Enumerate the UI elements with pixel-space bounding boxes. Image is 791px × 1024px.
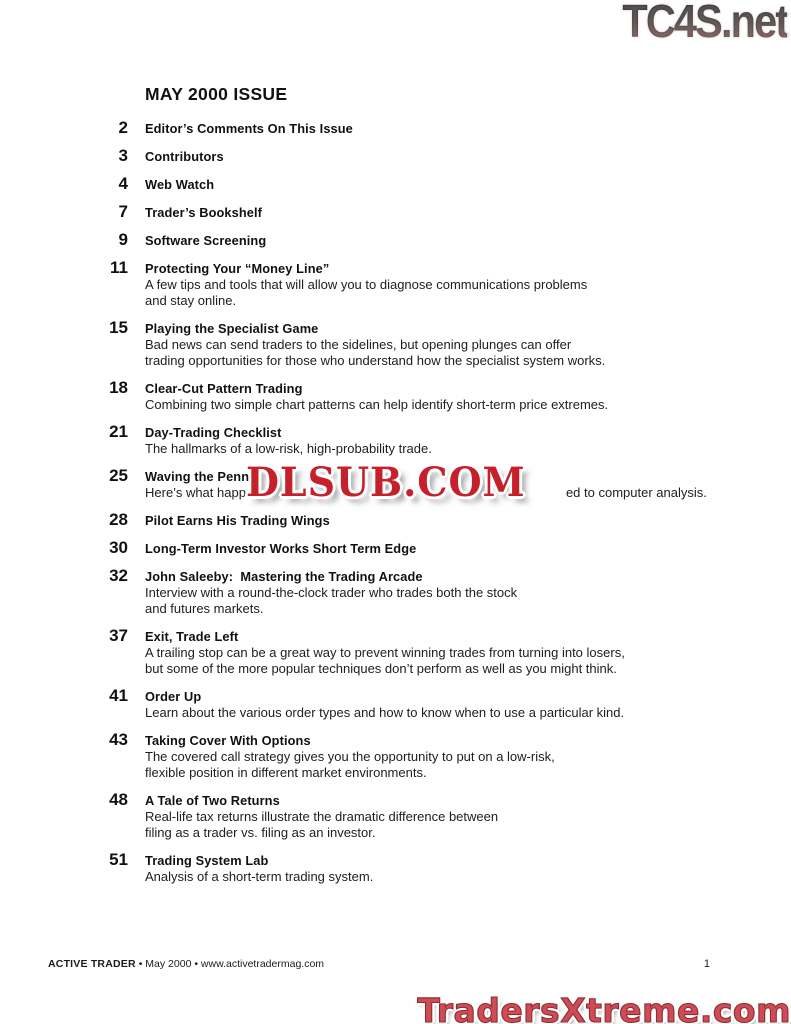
entry-title: Clear-Cut Pattern Trading xyxy=(145,381,303,396)
entry-desc xyxy=(145,585,517,617)
entry-title: Pilot Earns His Trading Wings xyxy=(145,513,330,528)
entry-page-number: 48 xyxy=(109,790,128,809)
entry-desc-line: but some of the more popular techniques don’t perform as well as you might think. xyxy=(145,661,617,676)
dlsub-watermark-logo: DLSUB.COM xyxy=(246,459,526,506)
toc-entry xyxy=(48,258,791,309)
entry-title: Trader’s Bookshelf xyxy=(145,205,263,220)
entry-desc xyxy=(145,749,555,781)
entry-desc-line: and stay online. xyxy=(145,293,237,308)
toc-entry xyxy=(48,174,791,193)
entry-title: Long-Term Investor Works Short Term Edge xyxy=(145,541,417,556)
toc-entry xyxy=(48,850,791,885)
entry-body xyxy=(145,261,587,309)
entry-desc-line: The hallmarks of a low-risk, high-probability trade. xyxy=(145,441,432,456)
desc-fragment-before-watermark: Here’s what happ xyxy=(145,485,246,500)
entry-desc xyxy=(145,869,373,885)
entry-desc-line: flexible position in different market environments. xyxy=(145,765,427,780)
toc-entry xyxy=(48,459,791,506)
toc-list xyxy=(48,118,791,885)
entry-page-number: 15 xyxy=(109,318,128,337)
entry-page-number: 28 xyxy=(109,510,128,529)
entry-desc-line: Real-life tax returns illustrate the dramatic difference between xyxy=(145,809,499,824)
footer xyxy=(48,958,710,970)
toc-entry xyxy=(48,202,791,221)
entry-body xyxy=(145,793,498,841)
entry-desc-line: A trailing stop can be a great way to prevent winning trades from turning into losers, xyxy=(145,645,625,660)
entry-body xyxy=(145,321,605,369)
entry-body xyxy=(145,205,262,221)
entry-body xyxy=(145,121,353,137)
entry-body xyxy=(145,569,517,617)
entry-desc-line: Learn about the various order types and how to know when to use a particular kind. xyxy=(145,705,625,720)
toc-entry xyxy=(48,730,791,781)
entry-desc-line: A few tips and tools that will allow you to diagnose communications problems xyxy=(145,277,588,292)
entry-page-number: 11 xyxy=(110,258,128,277)
entry-page-number: 37 xyxy=(109,626,128,645)
entry-title: Software Screening xyxy=(145,233,267,248)
entry-body xyxy=(145,233,266,249)
toc-entry xyxy=(48,686,791,721)
entry-title: Order Up xyxy=(145,689,202,704)
entry-title: Web Watch xyxy=(145,177,215,192)
entry-page-number: 41 xyxy=(109,686,128,705)
entry-page-number: 7 xyxy=(118,202,128,221)
entry-body xyxy=(145,381,608,413)
toc-entry xyxy=(48,318,791,369)
toc-entry xyxy=(48,378,791,413)
entry-body xyxy=(145,177,214,193)
entry-page-number: 4 xyxy=(118,174,128,193)
entry-body xyxy=(145,149,224,165)
entry-desc xyxy=(145,705,624,721)
entry-body xyxy=(145,853,373,885)
entry-body xyxy=(145,425,432,457)
entry-body xyxy=(145,541,416,557)
toc-entry xyxy=(48,118,791,137)
entry-body xyxy=(145,689,624,721)
entry-desc xyxy=(145,645,625,677)
entry-page-number: 9 xyxy=(118,230,128,249)
tradersxtreme-watermark-logo: TradersXtreme.com xyxy=(417,991,791,1024)
entry-title: Trading System Lab xyxy=(145,853,269,868)
tc4s-watermark-logo: TC4S.net xyxy=(622,0,787,48)
entry-desc xyxy=(145,397,608,413)
entry-desc-line: Analysis of a short-term trading system. xyxy=(145,869,374,884)
desc-fragment-after-watermark: ed to computer analysis. xyxy=(565,485,707,500)
entry-desc xyxy=(145,337,605,369)
toc-entry xyxy=(48,146,791,165)
entry-desc-line: Bad news can send traders to the sidelines, but opening plunges can offer xyxy=(145,337,572,352)
entry-title: A Tale of Two Returns xyxy=(145,793,280,808)
footer-magazine-name: ACTIVE TRADER xyxy=(48,958,136,970)
toc-entry xyxy=(48,422,791,457)
entry-body xyxy=(145,513,330,529)
entry-title: Taking Cover With Options xyxy=(145,733,311,748)
entry-desc xyxy=(145,277,587,309)
toc-entry xyxy=(48,510,791,529)
entry-title: Waving the Penn xyxy=(145,469,250,484)
footer-text xyxy=(48,958,324,970)
entry-title: Exit, Trade Left xyxy=(145,629,239,644)
footer-issue-info: • May 2000 • www.activetradermag.com xyxy=(135,958,325,970)
entry-desc-line: filing as a trader vs. filing as an investor. xyxy=(145,825,376,840)
entry-desc-line: Interview with a round-the-clock trader who trades both the stock xyxy=(145,585,518,600)
entry-page-number: 25 xyxy=(109,466,128,485)
entry-title: Protecting Your “Money Line” xyxy=(145,261,330,276)
entry-title: Playing the Specialist Game xyxy=(145,321,319,336)
entry-title: Contributors xyxy=(145,149,224,164)
toc-entry xyxy=(48,790,791,841)
entry-title: John Saleeby: Mastering the Trading Arcade xyxy=(145,569,423,584)
entry-page-number: 2 xyxy=(118,118,128,137)
toc-entry xyxy=(48,626,791,677)
entry-desc-line: Combining two simple chart patterns can help identify short-term price extremes. xyxy=(145,397,609,412)
entry-page-number: 51 xyxy=(109,850,128,869)
entry-title: Editor’s Comments On This Issue xyxy=(145,121,353,136)
entry-page-number: 43 xyxy=(109,730,128,749)
entry-desc-line: trading opportunities for those who understand how the specialist system works. xyxy=(145,353,606,368)
entry-page-number: 3 xyxy=(118,146,128,165)
entry-desc xyxy=(145,441,432,457)
entry-page-number: 21 xyxy=(109,422,128,441)
entry-title: Day-Trading Checklist xyxy=(145,425,282,440)
entry-body xyxy=(145,629,625,677)
entry-page-number: 32 xyxy=(109,566,128,585)
entry-desc xyxy=(145,809,498,841)
entry-page-number: 18 xyxy=(109,378,128,397)
toc-entry xyxy=(48,230,791,249)
entry-desc-line: and futures markets. xyxy=(145,601,264,616)
entry-desc-line: The covered call strategy gives you the opportunity to put on a low-risk, xyxy=(145,749,555,764)
toc-entry xyxy=(48,566,791,617)
entry-page-number: 30 xyxy=(109,538,128,557)
entry-body xyxy=(145,733,555,781)
toc-entry xyxy=(48,538,791,557)
page-title: MAY 2000 ISSUE xyxy=(145,84,288,104)
folio-page-number: 1 xyxy=(703,958,710,970)
